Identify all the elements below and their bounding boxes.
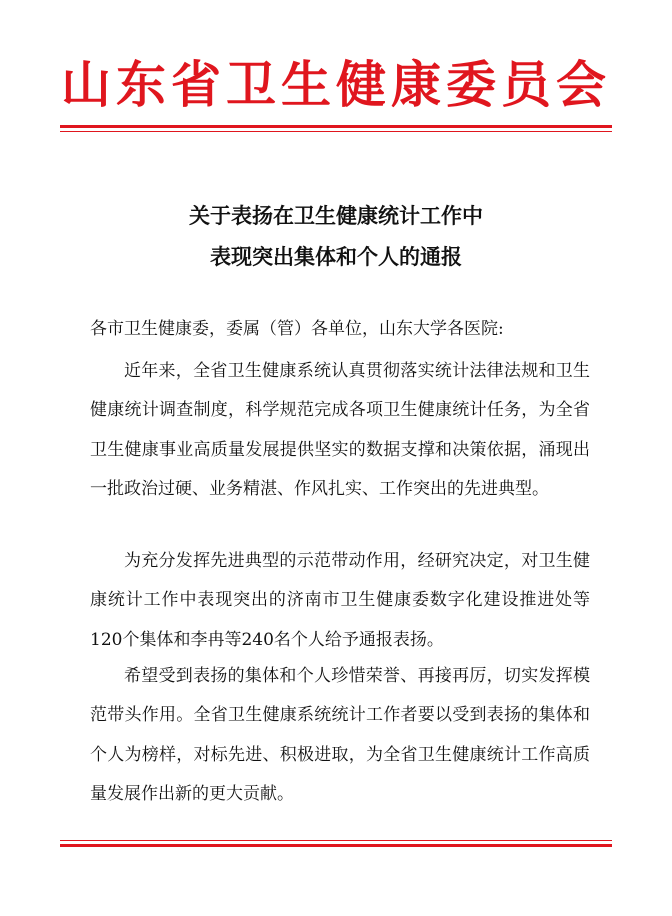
body-paragraph-3: 希望受到表扬的集体和个人珍惜荣誉、再接再厉，切实发挥模范带头作用。全省卫生健康系统统计工作者要以受到表扬的集体和个人为榜样，对标先进、积极进取，为全省卫生健康统计工作高质量发展作出新的更大贡献。	[90, 666, 590, 805]
document-title-line-1: 关于表扬在卫生健康统计工作中	[189, 203, 483, 228]
footer-rule-thick	[60, 844, 612, 847]
footer-rule-thin	[60, 840, 612, 841]
body-paragraph-1: 近年来，全省卫生健康系统认真贯彻落实统计法律法规和卫生健康统计调查制度，科学规范完成各项卫生健康统计任务，为全省卫生健康事业高质量发展提供坚实的数据支撑和决策依据，涌现出一批政治过硬、业务精湛、作风扎实、工作突出的先进典型。	[90, 361, 590, 500]
body-paragraph-2: 为充分发挥先进典型的示范带动作用，经研究决定，对卫生健康统计工作中表现突出的济南市卫生健康委数字化建设推进处等120个集体和李冉等240名个人给予通报表扬。	[90, 551, 590, 650]
salutation: 各市卫生健康委，委属（管）各单位，山东大学各医院:	[90, 319, 504, 339]
letterhead-rule-thin	[60, 131, 612, 132]
document-title-line-2: 表现突出集体和个人的通报	[210, 244, 462, 269]
letterhead-rule-thick	[60, 125, 612, 128]
letterhead-org-name: 山东省卫生健康委员会	[61, 55, 611, 114]
